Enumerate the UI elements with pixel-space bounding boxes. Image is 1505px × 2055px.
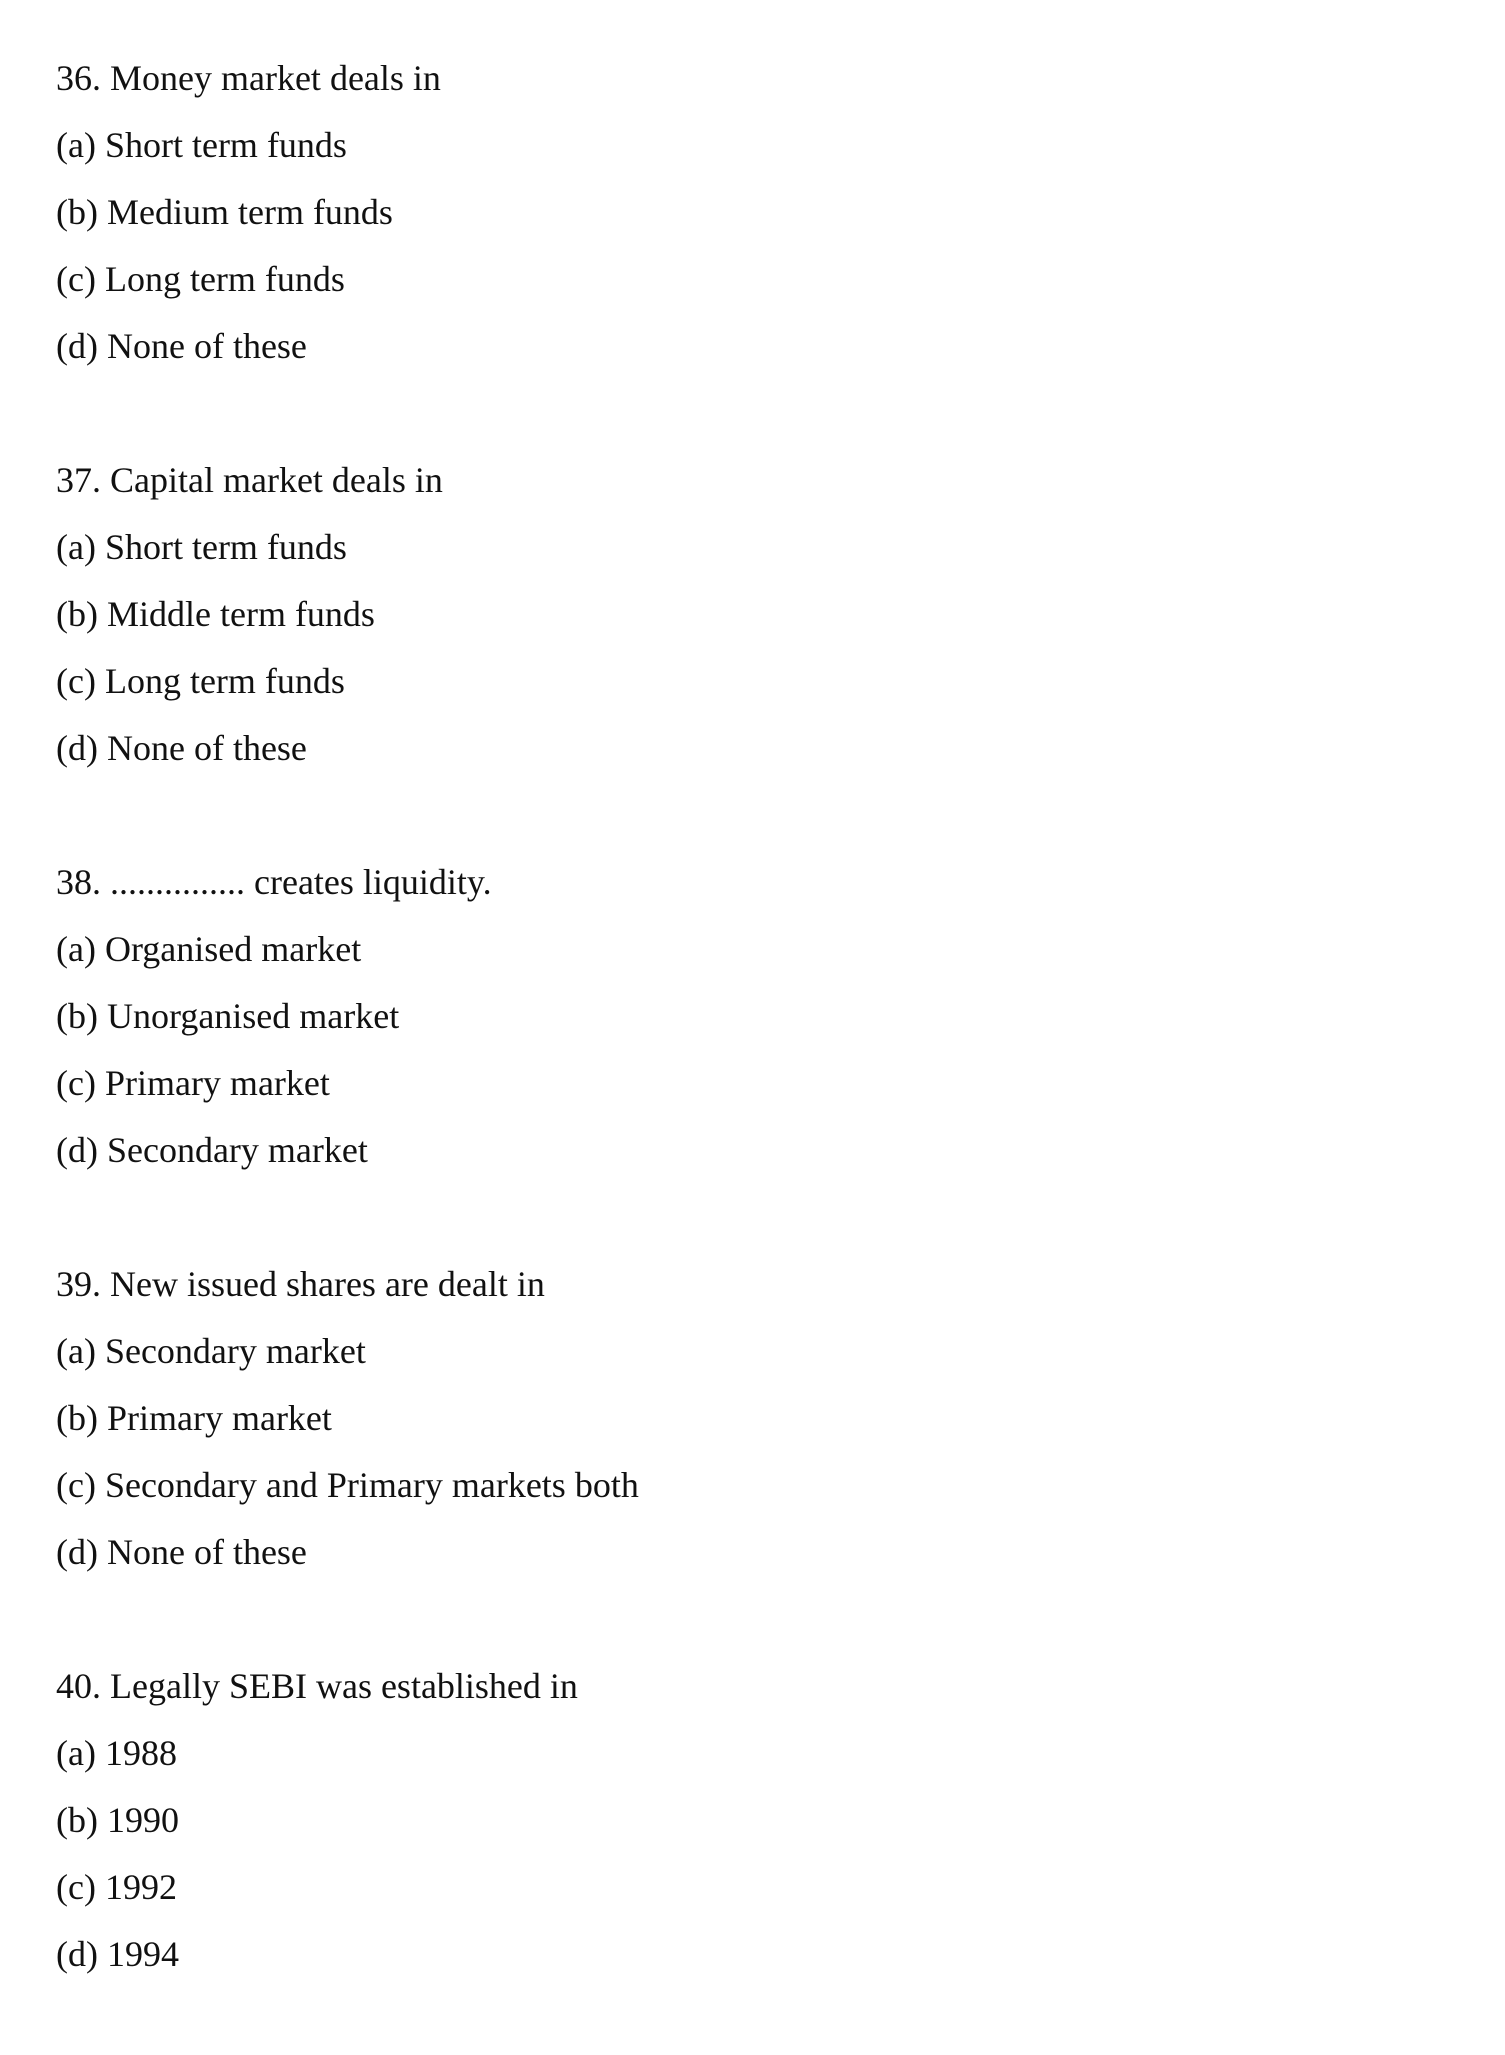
answer-option: (d) None of these (56, 1532, 307, 1572)
answer-option: (c) Long term funds (56, 259, 345, 299)
question-number: 36. (56, 58, 101, 98)
question-text: Capital market deals in (110, 460, 443, 500)
answer-option: (a) Short term funds (56, 125, 347, 165)
question-number: 37. (56, 460, 101, 500)
question-text: Money market deals in (110, 58, 441, 98)
answer-option: (d) Secondary market (56, 1130, 368, 1170)
question-number: 39. (56, 1264, 101, 1304)
answer-option: (d) None of these (56, 728, 307, 768)
question-stem (56, 1251, 639, 1318)
answer-option: (b) Unorganised market (56, 996, 400, 1036)
question-text: ............... creates liquidity. (110, 862, 492, 902)
question-text: New issued shares are dealt in (110, 1264, 545, 1304)
answer-option: (c) 1992 (56, 1867, 177, 1907)
answer-option: (a) Secondary market (56, 1331, 366, 1371)
question-stem (56, 849, 639, 916)
answer-option: (b) Primary market (56, 1398, 332, 1438)
answer-option: (b) Medium term funds (56, 192, 393, 232)
question-number: 40. (56, 1666, 101, 1706)
answer-option: (c) Primary market (56, 1063, 330, 1103)
question-text: Legally SEBI was established in (110, 1666, 578, 1706)
question-36 (56, 45, 639, 447)
answer-option: (a) 1988 (56, 1733, 177, 1773)
question-stem (56, 45, 639, 112)
answer-option: (b) Middle term funds (56, 594, 375, 634)
question-38 (56, 849, 639, 1251)
question-list (56, 45, 639, 2055)
question-stem (56, 1653, 639, 1720)
question-stem (56, 447, 639, 514)
answer-option: (a) Organised market (56, 929, 362, 969)
question-39 (56, 1251, 639, 1653)
question-37 (56, 447, 639, 849)
answer-option: (b) 1990 (56, 1800, 179, 1840)
question-number: 38. (56, 862, 101, 902)
question-40 (56, 1653, 639, 2055)
answer-option: (d) None of these (56, 326, 307, 366)
answer-option: (c) Secondary and Primary markets both (56, 1465, 639, 1505)
answer-option: (a) Short term funds (56, 527, 347, 567)
answer-option: (c) Long term funds (56, 661, 345, 701)
answer-option: (d) 1994 (56, 1934, 179, 1974)
